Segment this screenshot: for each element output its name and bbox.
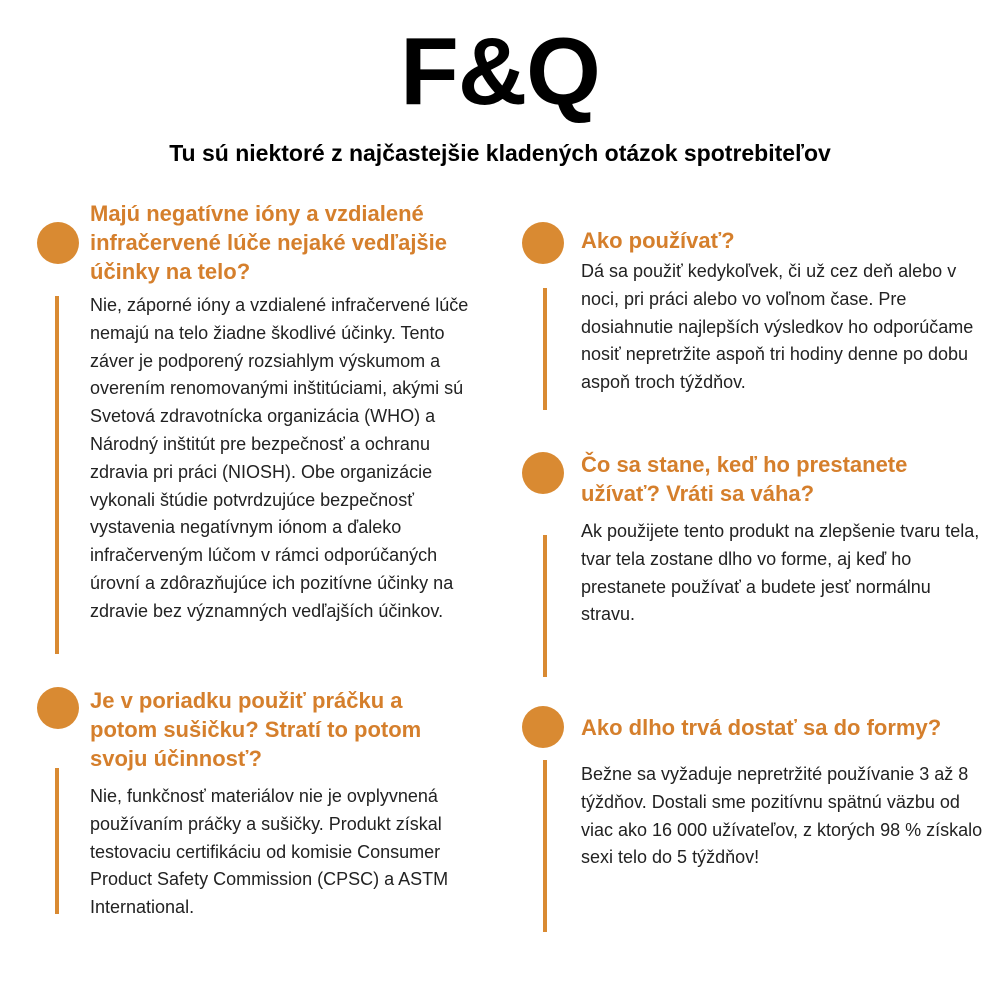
- accent-rule: [543, 288, 547, 410]
- accent-rule: [543, 760, 547, 932]
- faq-question: Je v poriadku použiť práčku a potom sušičku? Stratí to potom svoju účinnosť?: [90, 688, 422, 771]
- faq-question: Majú negatívne ióny a vzdialené infračervené lúče nejaké vedľajšie účinky na telo?: [90, 201, 448, 284]
- faq-answer: Bežne sa vyžaduje nepretržité používanie 3 až 8 týždňov. Dostali sme pozitívnu spätnú väzbu od viac ako 16 000 užívateľov, z ktorých 98 % získalo sexi telo do 5 týždňov!: [581, 764, 983, 868]
- page-subtitle: Tu sú niektoré z najčastejšie kladených otázok spotrebiteľov: [169, 140, 831, 166]
- bullet-dot: [522, 452, 564, 494]
- page-title: F&Q: [400, 18, 600, 125]
- faq-question: Ako dlho trvá dostať sa do formy?: [581, 715, 942, 740]
- faq-answer: Ak použijete tento produkt na zlepšenie tvaru tela, tvar tela zostane dlho vo forme, aj keď ho prestanete používať a budete jesť normálnu stravu.: [581, 521, 980, 625]
- faq-question: Ako používať?: [581, 228, 735, 253]
- bullet-dot: [522, 706, 564, 748]
- faq-answer: Dá sa použiť kedykoľvek, či už cez deň alebo v noci, pri práci alebo vo voľnom čase. Pre dosiahnutie najlepších výsledkov ho odporúčame nosiť nepretržite aspoň tri hodiny denne po dobu aspoň troch týždňov.: [581, 261, 974, 393]
- bullet-dot: [37, 222, 79, 264]
- bullet-dot: [37, 687, 79, 729]
- accent-rule: [55, 296, 59, 654]
- accent-rule: [543, 535, 547, 677]
- faq-question: Čo sa stane, keď ho prestanete užívať? Vráti sa váha?: [581, 452, 908, 506]
- accent-rule: [55, 768, 59, 914]
- faq-answer: Nie, funkčnosť materiálov nie je ovplyvnená používaním práčky a sušičky. Produkt získal testovaciu certifikáciu od komisie Consumer Product Safety Commission (CPSC) a ASTM International.: [90, 786, 449, 918]
- faq-answer: Nie, záporné ióny a vzdialené infračervené lúče nemajú na telo žiadne škodlivé účinky. Tento záver je podporený rozsiahlym výskumom a overením renomovanými inštitúciami, akými sú Svetová zdravotnícka organizácia (WHO) a Národný inštitút pre bezpečnosť a ochranu zdravia pri práci (NIOSH). Obe organizácie vykonali štúdie potvrdzujúce bezpečnosť vystavenia negatívnym iónom a ďaleko infračerveným lúčom v rámci odporúčaných úrovní a zdôrazňujúce ich pozitívne účinky na zdravie bez významných vedľajších účinkov.: [90, 295, 469, 621]
- bullet-dot: [522, 222, 564, 264]
